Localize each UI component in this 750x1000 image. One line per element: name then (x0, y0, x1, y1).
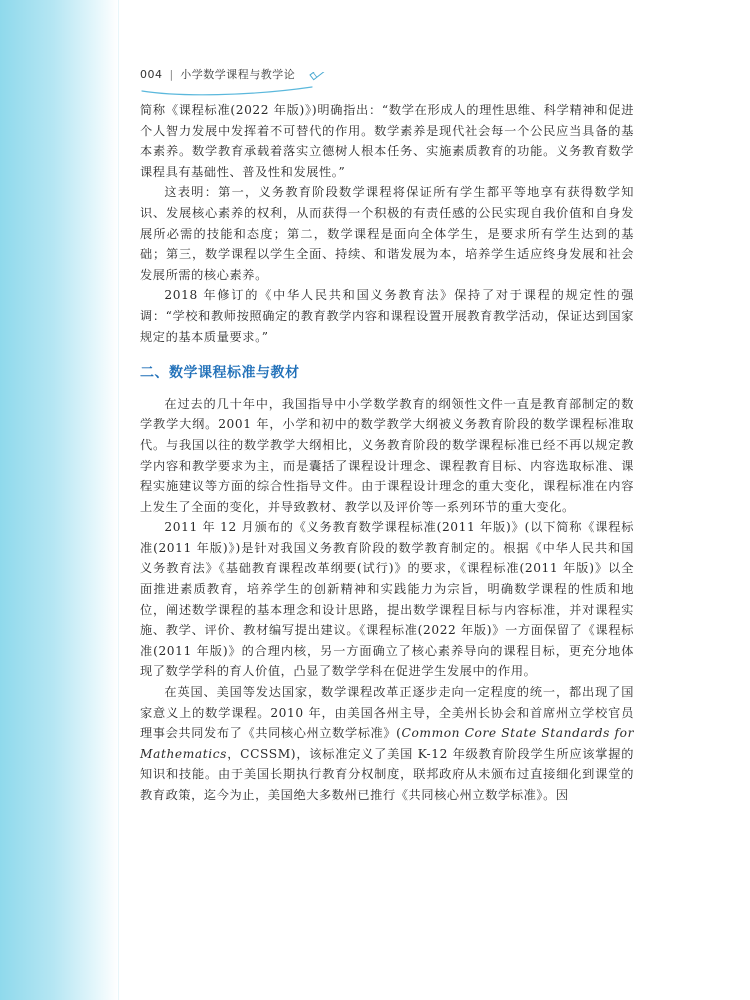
book-title: 小学数学课程与教学论 (180, 68, 296, 81)
paragraph-4: 在过去的几十年中，我国指导中小学数学教育的纲领性文件一直是教育部制定的数学教学大纲。2001 年，小学和初中的数学教学大纲被义务教育阶段的数学课程标准取代。与我国以往的数学教学大纲相比，义务教育阶段的数学课程标准已经不再以规定教学内容和教学要求为主，而是囊括了课程设计理念、课程教育目标、内容选取标准、课程实施建议等方面的综合性指导文件。由于课程设计理念的重大变化，课程标准在内容上发生了全面的变化，并导致教材、教学以及评价等一系列环节的重大变化。 (140, 396, 634, 514)
paragraph-6-part-2: ，CCSSM)，该标准定义了美国 K-12 年级教育阶段学生所应该掌握的知识和技能。由于美国长期执行教育分权制度，联邦政府从未颁布过直接细化到课堂的教育政策，迄今为止，美国绝大多数州已推行《共同核心州立数学标准》。因 (140, 746, 634, 802)
paragraph-5: 2011 年 12 月颁布的《义务教育数学课程标准(2011 年版)》(以下简称《课程标准(2011 年版)》)是针对我国义务教育阶段的数学教育制定的。根据《中华人民共和国义务教育法》《基础教育课程改革纲要(试行)》的要求，《课程标准(2011 年版)》以全面推进素质教育，培养学生的创新精神和实践能力为宗旨，明确数学课程的性质和地位，阐述数学课程的基本理念和设计思路，提出数学课程目标与内容标准，并对课程实施、教学、评价、教材编写提出建议。《课程标准(2022 年版)》一方面保留了《课程标准(2011 年版)》的合理内核，另一方面确立了核心素养导向的课程目标，更充分地体现了数学学科的育人价值，凸显了数学学科在促进学生发展中的作用。 (140, 520, 634, 679)
page-edge-gradient (0, 0, 118, 1000)
page-edge-line (118, 0, 119, 1000)
body-text (140, 100, 634, 806)
paragraph-3: 2018 年修订的《中华人民共和国义务教育法》保持了对于课程的规定性的强调：“学校和教师按照确定的教育教学内容和课程设置开展教育教学活动，保证达到国家规定的基本质量要求。” (140, 288, 634, 344)
page-number: 004 (140, 67, 163, 81)
section-heading: 二、数学课程标准与教材 (140, 365, 300, 382)
paragraph-6-english-title: Common Core State Standards for Mathematics (140, 726, 635, 761)
paragraph-1: 简称《课程标准(2022 年版)》)明确指出：“数学在形成人的理性思维、科学精神和促进个人智力发展中发挥着不可替代的作用。数学素养是现代社会每一个公民应当具备的基本素养。数学教育承载着落实立德树人根本任务、实施素质教育的功能。义务教育数学课程具有基础性、普及性和发展性。” (140, 103, 634, 179)
paragraph-6-part-1: 在英国、美国等发达国家，数学课程改革正逐步走向一定程度的统一，都出现了国家意义上的数学课程。2010 年，由美国各州主导，全美州长协会和首席州立学校官员理事会共同发布了《共同核心州立数学标准》( (140, 685, 634, 741)
pencil-underline-icon (140, 72, 340, 98)
header-separator: | (169, 67, 174, 81)
paragraph-6 (140, 682, 634, 806)
paragraph-2: 这表明：第一，义务教育阶段数学课程将保证所有学生都平等地享有获得数学知识、发展核心素养的权利，从而获得一个积极的有责任感的公民实现自我价值和自身发展所必需的技能和态度；第二，数学课程是面向全体学生，是要求所有学生达到的基础；第三，数学课程以学生全面、持续、和谐发展为本，培养学生适应终身发展和社会发展所需的核心素养。 (140, 185, 634, 282)
